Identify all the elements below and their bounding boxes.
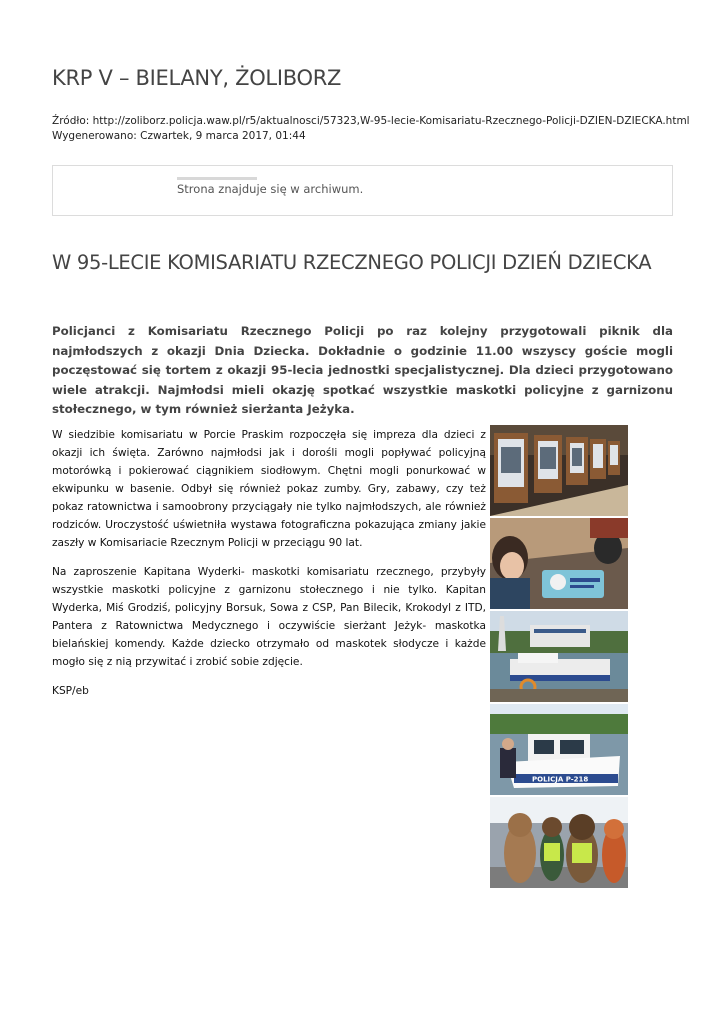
photo-children-cake-icon[interactable] (490, 518, 628, 609)
archive-notice-bar (177, 177, 257, 180)
article-paragraph-1: W siedzibie komisariatu w Porcie Praskim rozpoczęła się impreza dla dzieci z okazji ich święta. Zarówno najmłodsi jak i dorośli mogli popływać policyjną motorówką i pokierować ciągnikiem siodłowym. Chętni mogli ponurkować w ekwipunku w basenie. Odbył się również pokaz zumby. Gry, zabawy, czy też pokaz ratownictwa i samoobrony przyciągały nie tylko najmłodszych, ale również rodziców. Uroczystość uświetniła wystawa fotograficzna pokazująca zmiany jakie zaszły w Komisariacie Rzecznym Policji w przeciągu 90 lat. (52, 429, 486, 549)
boat-hull-label: POLICJA P-218 (532, 775, 589, 784)
article-signature: KSP/eb (52, 685, 89, 697)
photo-mascots-icon[interactable] (490, 797, 628, 888)
source-line: Źródło: http://zoliborz.policja.waw.pl/r5/aktualnosci/57323,W-95-lecie-Komisariatu-Rzecznego-Policji-DZIEN-DZIECKA.html (52, 115, 690, 127)
photo-harbor-boats-icon[interactable] (490, 611, 628, 702)
document-meta (52, 114, 690, 144)
article-paragraph-2: Na zaproszenie Kapitana Wyderki- maskotki komisariatu rzecznego, przybyły wszystkie maskotki policyjne z garnizonu stołecznego i nie tylko. Kapitan Wyderka, Miś Grodziś, policyjny Borsuk, Sowa z CSP, Pan Bilecik, Krokodyl z ITD, Pantera z Ratownictwa Medycznego i oczywiście sierżant Jeżyk- maskotka bielańskiej komendy. Każde dziecko otrzymało od maskotek słodycze i każde mogło się z nią przywitać i zrobić sobie zdjęcie. (52, 566, 486, 668)
site-title: KRP V – BIELANY, ŻOLIBORZ (52, 66, 342, 90)
photo-police-boat-icon[interactable] (490, 704, 628, 795)
photo-exhibition-icon[interactable] (490, 425, 628, 516)
generated-line: Wygenerowano: Czwartek, 9 marca 2017, 01:44 (52, 130, 306, 142)
archive-notice-box (52, 165, 673, 216)
photo-gallery (490, 425, 628, 890)
archive-notice-text: Strona znajduje się w archiwum. (177, 182, 364, 196)
article-title: W 95-LECIE KOMISARIATU RZECZNEGO POLICJI DZIEŃ DZIECKA (52, 251, 652, 274)
article-body (52, 426, 486, 711)
article-lead: Policjanci z Komisariatu Rzecznego Policji po raz kolejny przygotowali piknik dla najmłodszych z okazji Dnia Dziecka. Dokładnie o godzinie 11.00 wszyscy goście mogli poczęstować się tortem z okazji 95-lecia jednostki specjalistycznej. Dla dzieci przygotowano wiele atrakcji. Najmłodsi mieli okazję spotkać wszystkie maskotki policyjne z garnizonu stołecznego, w tym również sierżanta Jeżyka. (52, 324, 673, 416)
